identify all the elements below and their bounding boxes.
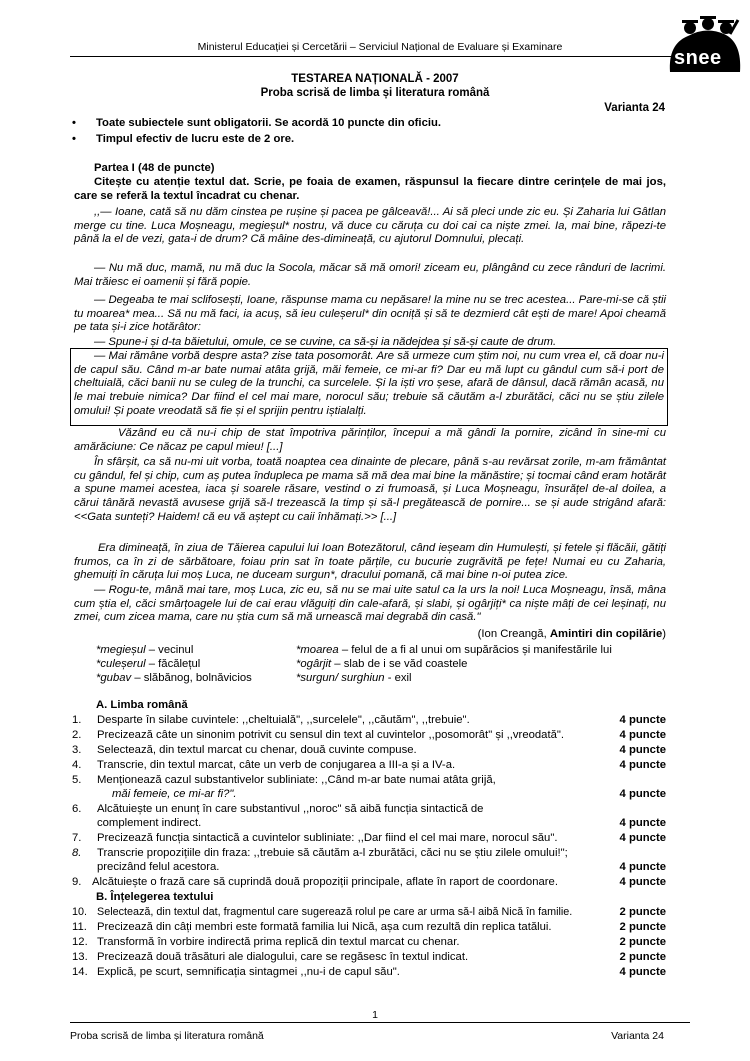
footer-divider — [70, 1022, 690, 1023]
footer-variant: Varianta 24 — [611, 1030, 664, 1042]
glossary-item: *megieșul – vecinul — [96, 644, 194, 656]
passage-paragraph-2: — Nu mă duc, mamă, nu mă duc la Socola, măcar să mă omori! ziceam eu, plângând cu zece rânduri de lacrimi. Mai trăiesc ei oamenii și fără popie. — [74, 262, 666, 288]
variant-label: Varianta 24 — [604, 102, 665, 114]
exam-subtitle: Proba scrisă de limba și literatura română — [260, 87, 490, 99]
passage-paragraph-6: Văzând eu că nu-i chip de stat împotriva părinților, începui a mă gândi la pornire, zicând în sine-mi cu amărăciune: Ce năcaz pe capul mieu! [...] — [74, 427, 666, 453]
part1-instruction: Citește cu atenție textul dat. Scrie, pe foaia de examen, răspunsul la fiecare dintre cerințele de mai jos, care se referă la textul încadrat cu chenar. — [74, 176, 666, 202]
instruction-item: • Toate subiectele sunt obligatorii. Se acordă 10 puncte din oficiu. — [72, 117, 442, 129]
source-citation: (Ion Creangă, Amintiri din copilărie) — [477, 628, 666, 640]
glossary-item: *moarea – felul de a fi al unui om supărăcios și manifestările lui — [296, 644, 612, 656]
header-divider — [70, 56, 690, 57]
passage-paragraph-3: — Degeaba te mai sclifosești, Ioane, răspunse mama cu nepăsare! la mine nu se trec acestea... Pare-mi-se că știi tu moarea* mea... Să nu mă faci, ia acuș, să ieu culeșerul* din ocniță și să te dezmierd cât ești de mare! Apoi cheamă pe tata și-i zice hotărâtor: — [74, 294, 666, 334]
snee-logo — [668, 14, 742, 76]
glossary-item: *gubav – slăbănog, bolnăvicios — [96, 672, 252, 684]
passage-paragraph-9: — Rogu-te, mână mai tare, moș Luca, zic eu, să nu se mai uite satul ca la urs la noi! Luca Moșneagu, însă, mâna cum știa el, căci smârțoagele lui de cai erau vlăguiți din cale-afară, și slabi, și ogârjiți* ca niște mâți de cei leșinați, nu zmei, cum zicea mama, care nu știa cum să mă urnească mai degrabă din casă." — [74, 584, 666, 624]
logo-text: snee — [674, 47, 722, 69]
exam-title: TESTAREA NAȚIONALĂ - 2007 — [291, 73, 459, 85]
glossary-item: *ogârjit – slab de i se văd coastele — [296, 658, 468, 670]
passage-paragraph-1: ,,— Ioane, cată să nu dăm cinstea pe rușine și pacea pe gâlceavă!... Ai să pleci unde zic eu. Și Zaharia lui Gâtlan merge cu tine. Luca Moșneagu, megieșul* nostru, vă duce cu căruța cu doi cai ca niște zmei. Ia, mai bine, răpezi-te până la el de vezi, gata-i de drum? Că mâine des-dimineață, cu ajutorul Domnului, plecați. — [74, 206, 666, 246]
section-a-title: A. Limba română — [96, 699, 188, 711]
glossary-item: *culeșerul – făcălețul — [96, 658, 201, 670]
footer-title: Proba scrisă de limba și literatura română — [70, 1030, 264, 1042]
glossary-item: *surgun/ surghiun - exil — [296, 672, 412, 684]
section-b-title: B. Înțelegerea textului — [96, 891, 214, 903]
passage-paragraph-7: În sfârșit, ca să nu-mi uit vorba, toată noaptea cea dinainte de plecare, până s-au revărsat zorile, m-am frământat cu gândul, fel și chip, cum aș putea înduplеca pe mama să mă dea mai bine la mănăstire; și tocmai când eram hotărât a spune mamei acestea, iaca și soarele răsare, vestind o zi frumoasă, și Luca Moșneagu, însurățel de-al doilea, a cărui tânără nevastă avusese grijă să-l trezească la timp și să-l pregătească de pornire... se și aude strigând afară: <<Gata sunteți? Haidem! că eu vă aștept cu caii înhămați.>> [...] — [74, 456, 666, 523]
page-number: 1 — [372, 1009, 378, 1021]
instructions-list — [72, 117, 441, 149]
header-ministry: Ministerul Educației și Cercetării – Serviciul Național de Evaluare și Examinare — [197, 41, 563, 53]
passage-paragraph-8: Era dimineață, în ziua de Tăierea capului lui Ioan Botezătorul, când ieșeam din Humulești, și fetele și flăcăii, gătiți frumos, ca în zi de sărbătoare, foiau prin sat în toate părțile, cu bucurie zugrăvită pe fețe! Numai eu cu Zaharia, ghemuiți în căruța lui moș Luca, ne duceam surgun*, dracului pomană, că mai bine n-oi putea zice. — [74, 542, 666, 582]
part1-title: Partea I (48 de puncte) — [94, 162, 215, 174]
instruction-item: • Timpul efectiv de lucru este de 2 ore. — [72, 133, 295, 145]
passage-paragraph-4: — Spune-i și d-ta băietului, omule, ce se cuvine, ca să-și ia nădejdea și să-și caute de drum. — [94, 336, 557, 348]
passage-boxed-paragraph: — Mai rămâne vorbă despre asta? zise tata posomorât. Are să urmeze cum știm noi, nu cum vrea el, că doar nu-i de capul său. Când m-ar bate numai atâta grijă, măi femeie, ce mi-ar fi? Dar eu mă lupt cu gândul cum să-i port de cheltuială, căci banii nu se culeg de la trunchi, ca surcelele. Și la iști vro șese, afară de dânsul, dacă rămân acasă, nu le mai trebuie nimica? Dar fiind el cel mai mare, norocul său; trebuie să căutăm a-l zburătăci, căci nu se știu zilele omului! Și poate vreodată să fie și el sprijin pentru iștialalți. — [74, 350, 664, 417]
